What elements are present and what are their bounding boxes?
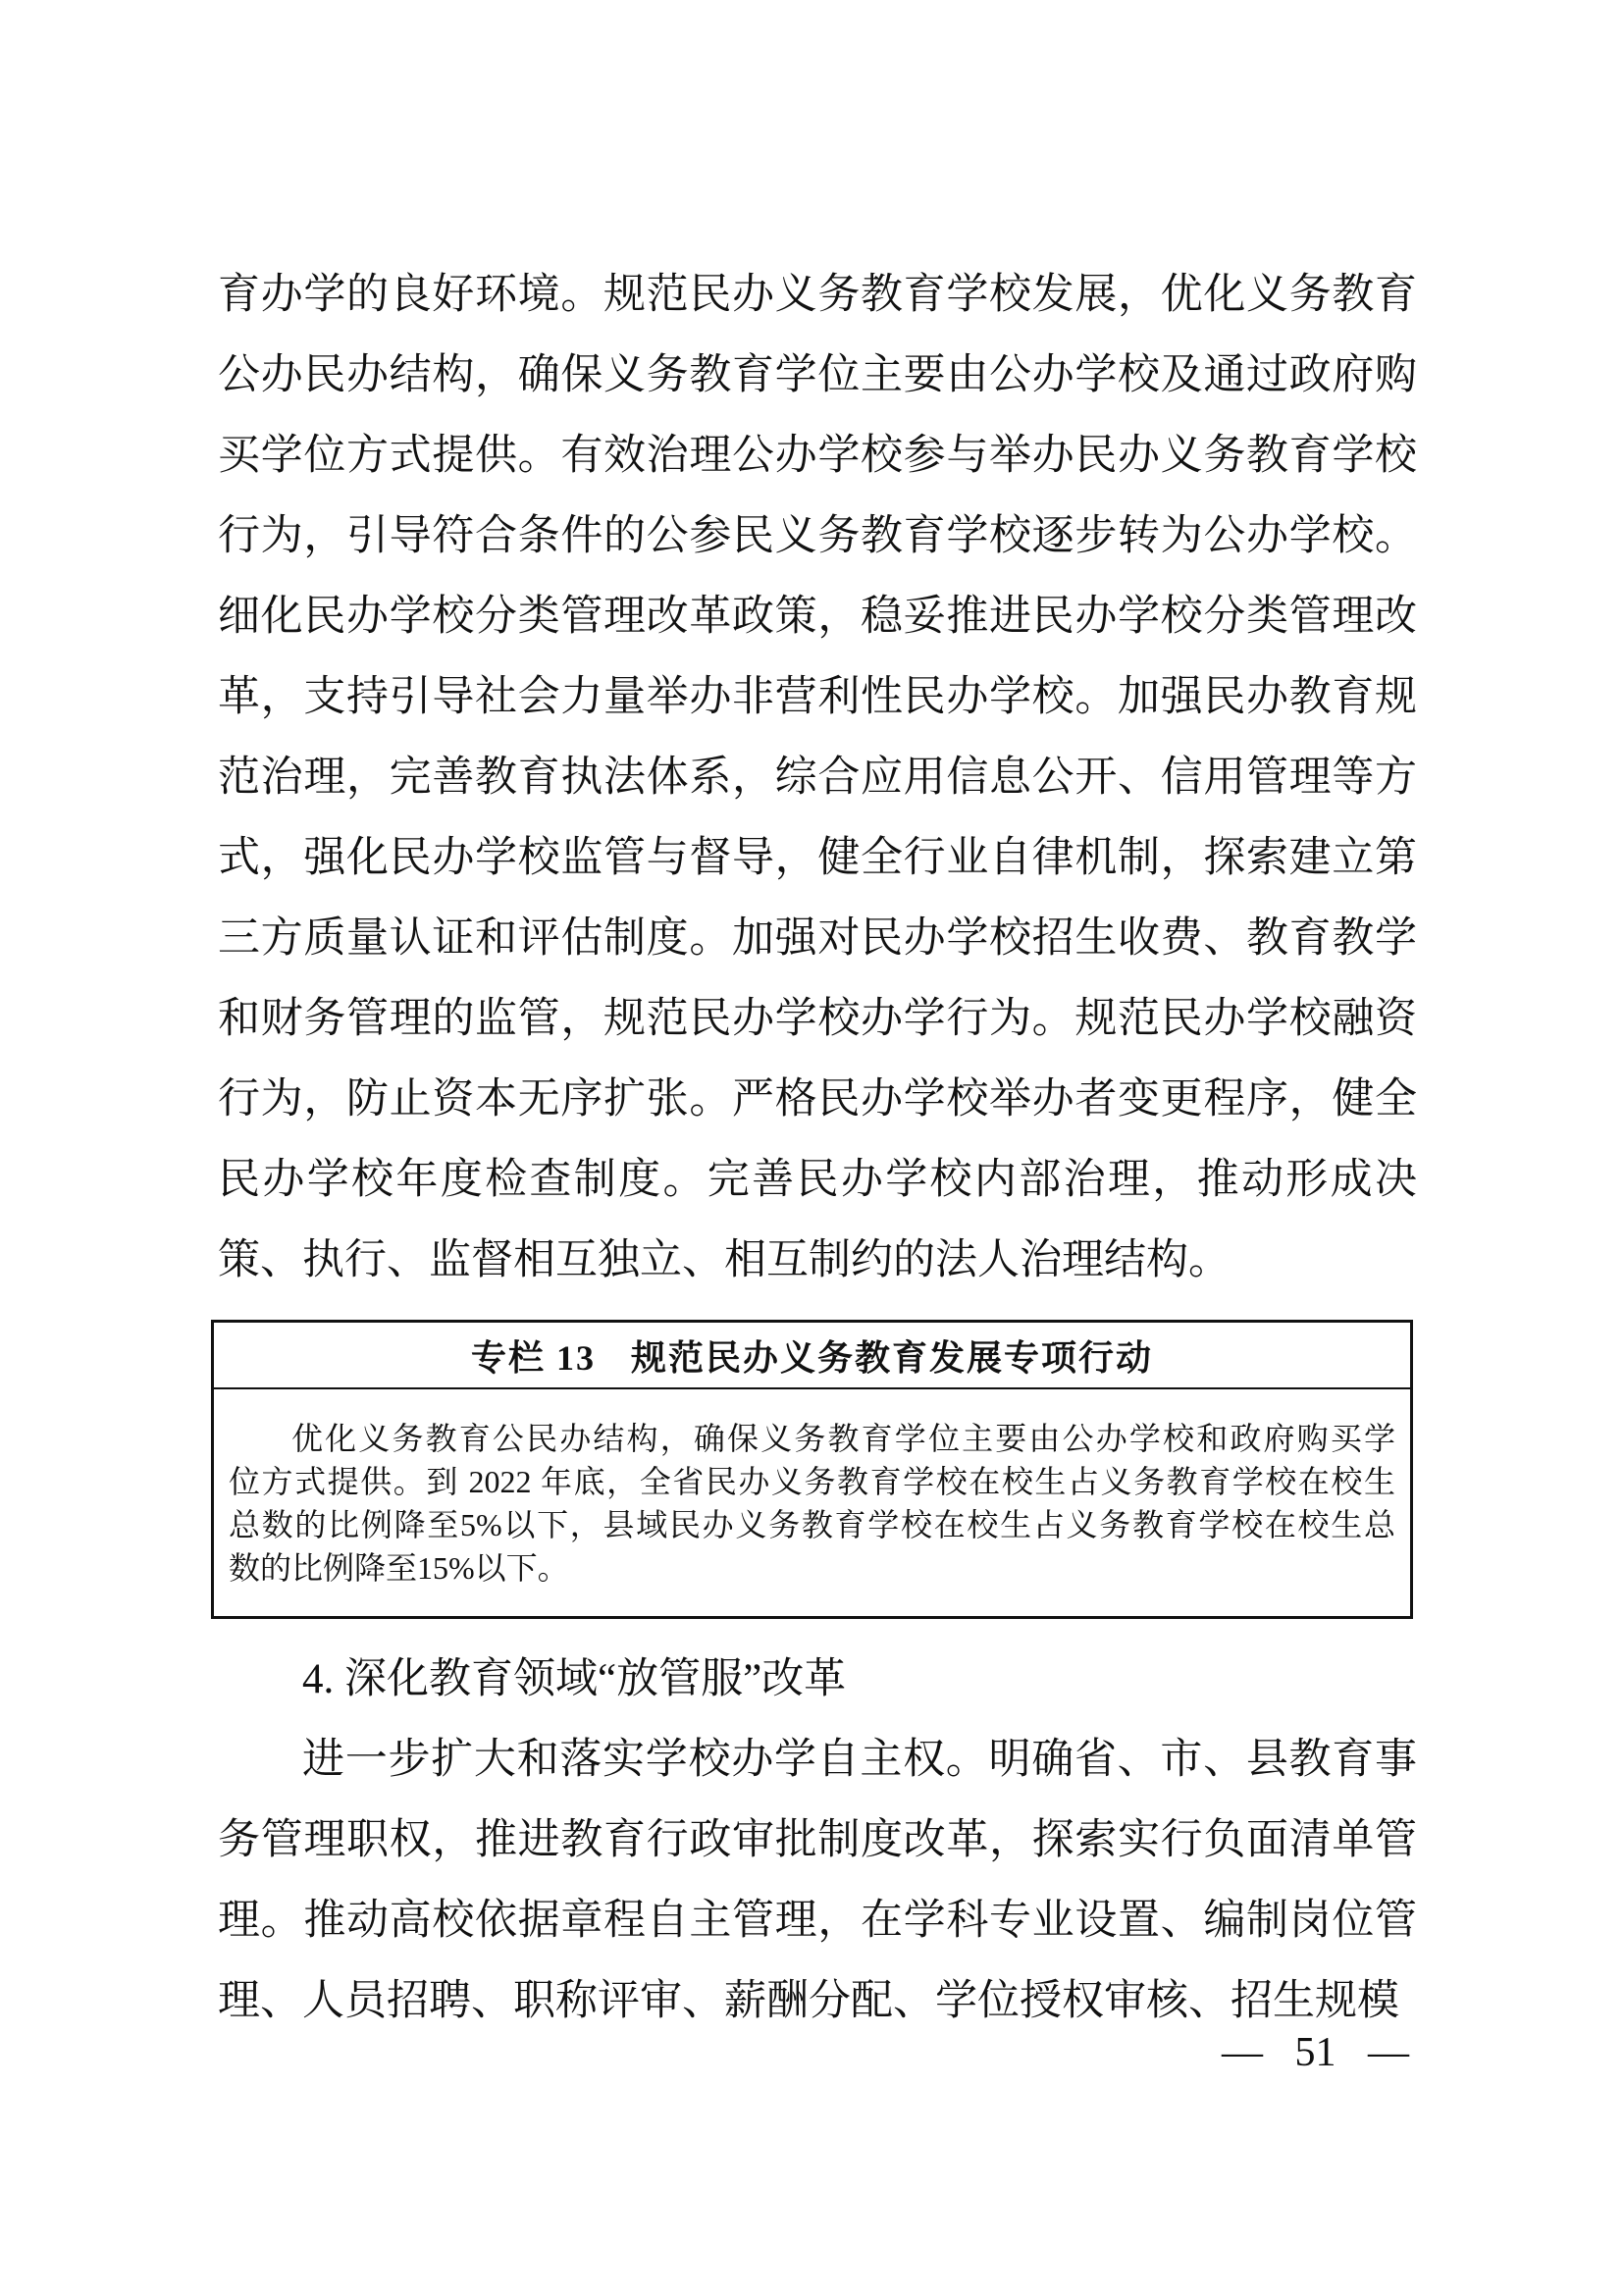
body-text-line: 策、执行、监督相互独立、相互制约的法人治理结构。 (218, 1237, 1231, 1283)
body-text-line: 理、人员招聘、职称评审、薪酬分配、学位授权审核、招生规模 (218, 1978, 1399, 2024)
body-text-line: 范治理，完善教育执法体系，综合应用信息公开、信用管理等方 (218, 755, 1417, 801)
column-box-title: 规范民办义务教育发展专项行动 (631, 1337, 1154, 1378)
section-4-heading: 4. 深化教育领域“放管服”改革 (302, 1656, 847, 1702)
box-text-line: 数的比例降至15%以下。 (229, 1550, 569, 1586)
column-box-body (214, 1389, 1410, 1590)
page-number: — 51 — (1222, 2030, 1409, 2075)
column-box-13 (211, 1320, 1413, 1619)
body-text-line: 和财务管理的监管，规范民办学校办学行为。规范民办学校融资 (218, 996, 1417, 1042)
column-box-header (214, 1323, 1410, 1389)
body-text-line: 式，强化民办学校监管与督导，健全行业自律机制，探索建立第 (218, 835, 1417, 881)
body-paragraph-1 (218, 255, 1417, 1301)
body-text-line: 育办学的良好环境。规范民办义务教育学校发展，优化义务教育 (218, 272, 1417, 318)
body-text-line: 细化民办学校分类管理改革政策，稳妥推进民办学校分类管理改 (218, 594, 1417, 640)
box-text-line: 总数的比例降至5%以下，县域民办义务教育学校在校生占义务教育学校在校生总 (229, 1507, 1395, 1542)
body-text-line: 务管理职权，推进教育行政审批制度改革，探索实行负面清单管 (218, 1817, 1417, 1863)
box-text-line: 位方式提供。到 2022 年底，全省民办义务教育学校在校生占义务教育学校在校生 (229, 1464, 1395, 1499)
body-text-line: 三方质量认证和评估制度。加强对民办学校招生收费、教育教学 (218, 915, 1417, 962)
body-text-line: 行为，引导符合条件的公参民义务教育学校逐步转为公办学校。 (218, 513, 1417, 559)
body-text-line: 进一步扩大和落实学校办学自主权。明确省、市、县教育事 (302, 1737, 1417, 1783)
body-text-line: 民办学校年度检查制度。完善民办学校内部治理，推动形成决 (218, 1157, 1417, 1203)
body-text-line: 公办民办结构，确保义务教育学位主要由公办学校及通过政府购 (218, 352, 1417, 398)
body-text-line: 革，支持引导社会力量举办非营利性民办学校。加强民办教育规 (218, 674, 1417, 720)
body-text-line: 行为，防止资本无序扩张。严格民办学校举办者变更程序，健全 (218, 1076, 1417, 1122)
body-text-line: 买学位方式提供。有效治理公办学校参与举办民办义务教育学校 (218, 433, 1417, 479)
box-text-line: 优化义务教育公民办结构，确保义务教育学位主要由公办学校和政府购买学 (291, 1421, 1395, 1456)
body-text-line: 理。推动高校依据章程自主管理，在学科专业设置、编制岗位管 (218, 1898, 1417, 1944)
section-4 (218, 1640, 1417, 2042)
column-box-label: 专栏 13 (470, 1337, 596, 1378)
